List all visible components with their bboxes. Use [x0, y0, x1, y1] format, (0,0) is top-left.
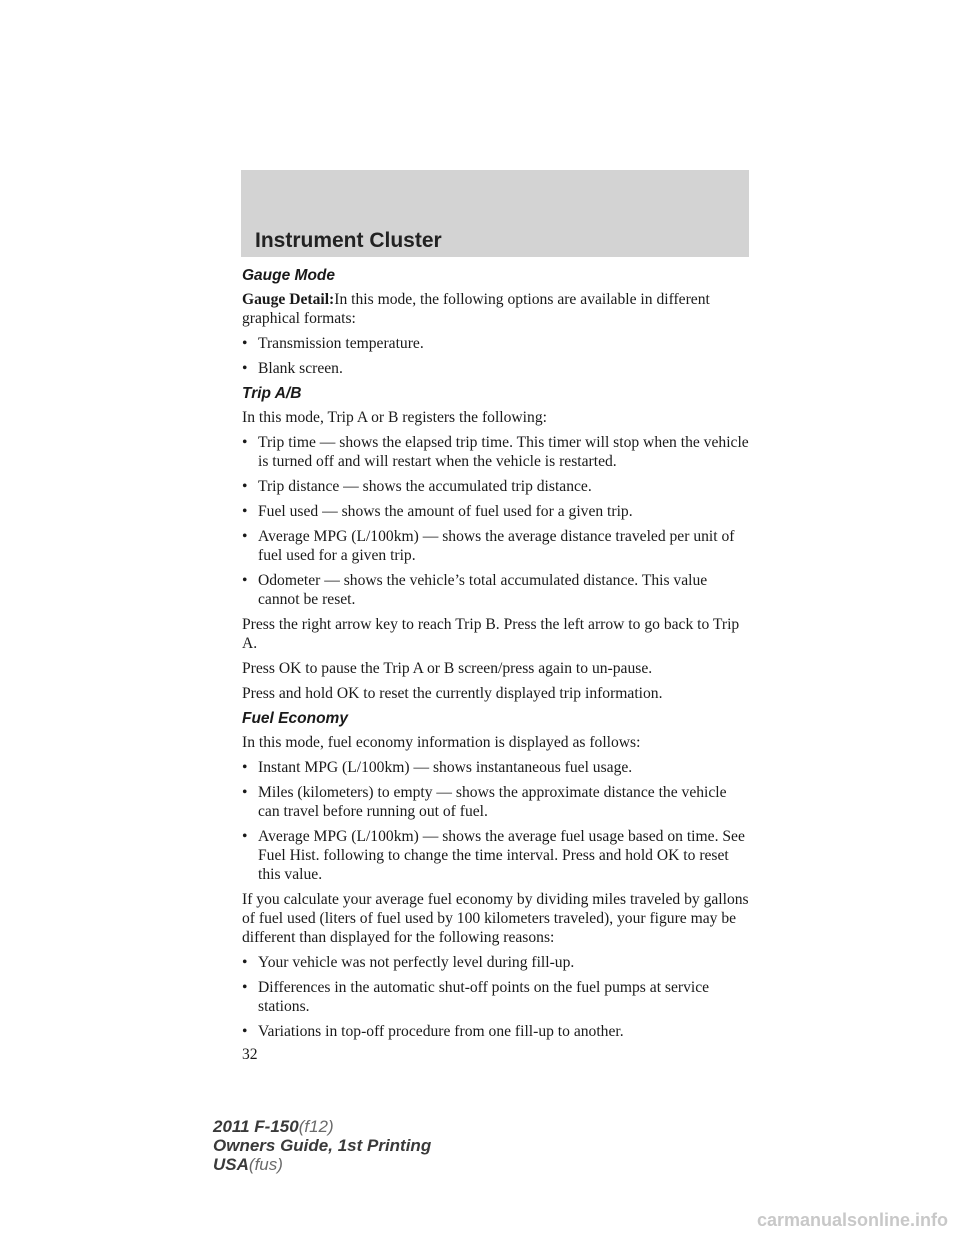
bullet-icon: •: [242, 360, 248, 377]
footer-region: USA: [213, 1155, 249, 1174]
bullet-icon: •: [242, 759, 248, 776]
bullet-icon: •: [242, 503, 248, 520]
gauge-detail-text: In this mode, the following options are available in different graphical formats:: [242, 291, 710, 327]
list-item: • Miles (kilometers) to empty — shows the approximate distance the vehicle can travel before running out of fuel.: [242, 784, 727, 820]
trip-paragraph: Press and hold OK to reset the currently displayed trip information.: [242, 685, 663, 702]
page-number: 32: [242, 1046, 258, 1063]
watermark: carmanualsonline.info: [756, 1210, 948, 1230]
bullet-icon: •: [242, 335, 248, 352]
list-item: • Blank screen.: [242, 360, 343, 377]
fuel-economy-heading: Fuel Economy: [242, 710, 348, 727]
footer-model-code: (f12): [298, 1117, 334, 1136]
list-item: • Odometer — shows the vehicle’s total accumulated distance. This value cannot be reset.: [242, 572, 708, 608]
gauge-detail-paragraph: [242, 290, 752, 328]
list-item: • Fuel used — shows the amount of fuel used for a given trip.: [242, 503, 633, 520]
list-item: • Variations in top-off procedure from one fill-up to another.: [242, 1023, 624, 1040]
bullet-icon: •: [242, 828, 248, 845]
trip-paragraph: Press OK to pause the Trip A or B screen/press again to un-pause.: [242, 660, 653, 677]
list-item: • Trip distance — shows the accumulated trip distance.: [242, 478, 592, 495]
section-header-band: [241, 170, 749, 257]
list-item: • Trip time — shows the elapsed trip time. This timer will stop when the vehicle is turned off and will restart when the vehicle is restarted.: [242, 434, 749, 470]
footer-model: 2011 F-150: [213, 1117, 299, 1136]
list-item: • Your vehicle was not perfectly level during fill-up.: [242, 954, 575, 971]
print-footer: [213, 1117, 431, 1174]
bullet-icon: •: [242, 528, 248, 545]
list-item: • Transmission temperature.: [242, 335, 424, 352]
list-item: • Differences in the automatic shut-off points on the fuel pumps at service stations.: [242, 979, 710, 1015]
bullet-icon: •: [242, 572, 248, 589]
bullet-icon: •: [242, 784, 248, 801]
bullet-icon: •: [242, 979, 248, 996]
trip-paragraph: Press the right arrow key to reach Trip B. Press the left arrow to go back to Trip A.: [242, 616, 740, 652]
trip-intro: In this mode, Trip A or B registers the following:: [242, 409, 547, 426]
trip-list: [242, 433, 752, 609]
fuel-paragraph: If you calculate your average fuel economy by dividing miles traveled by gallons of fuel used (liters of fuel used by 100 kilometers traveled), your figure may be different than displayed for the following reasons:: [242, 891, 749, 946]
fuel-intro: In this mode, fuel economy information is displayed as follows:: [242, 734, 641, 751]
bullet-icon: •: [242, 954, 248, 971]
trip-heading: Trip A/B: [242, 385, 302, 402]
fuel-list: [242, 758, 752, 884]
bullet-icon: •: [242, 434, 248, 451]
footer-region-code: (fus): [248, 1155, 283, 1174]
reasons-list: [242, 953, 752, 1041]
gauge-options-list: [242, 334, 752, 378]
section-title: Instrument Cluster: [255, 229, 442, 252]
list-item: • Average MPG (L/100km) — shows the average fuel usage based on time. See Fuel Hist. following to change the time interval. Press and hold OK to reset this value.: [242, 828, 745, 883]
footer-printing: Owners Guide, 1st Printing: [213, 1136, 432, 1155]
bullet-icon: •: [242, 478, 248, 495]
gauge-mode-heading: Gauge Mode: [242, 267, 336, 284]
list-item: • Average MPG (L/100km) — shows the average distance traveled per unit of fuel used for a given trip.: [242, 528, 735, 564]
gauge-detail-label: Gauge Detail:: [242, 291, 335, 308]
list-item: • Instant MPG (L/100km) — shows instantaneous fuel usage.: [242, 759, 633, 776]
bullet-icon: •: [242, 1023, 248, 1040]
page-content: [242, 266, 752, 1064]
